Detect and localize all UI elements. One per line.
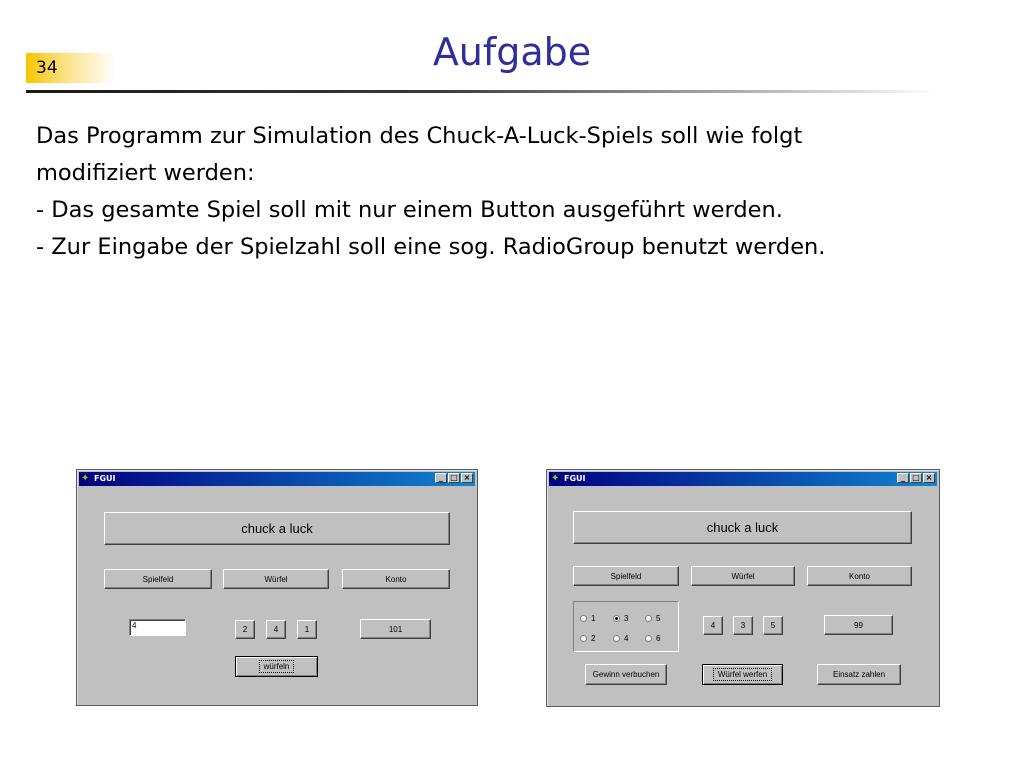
title-divider [26, 90, 940, 93]
app-icon: ✦ [81, 473, 90, 484]
app-icon: ✦ [551, 473, 560, 484]
konto-label: Konto [807, 566, 912, 586]
einsatz-zahlen-button[interactable]: Einsatz zahlen [817, 664, 901, 685]
close-button[interactable]: × [461, 473, 473, 483]
slide-title: Aufgabe [432, 30, 592, 74]
die-3: 1 [297, 620, 317, 639]
spielzahl-input[interactable]: 4 [129, 619, 186, 636]
spielfeld-label: Spielfeld [573, 566, 679, 586]
wuerfel-label: Würfel [691, 566, 795, 586]
fgui-window-left [76, 469, 478, 706]
konto-value: 101 [360, 619, 431, 639]
die-2: 4 [266, 620, 286, 639]
body-line: - Zur Eingabe der Spielzahl soll eine sog. RadioGroup benutzt werden. [36, 234, 826, 260]
window-titlebar[interactable] [79, 472, 475, 486]
heading-panel: chuck a luck [104, 512, 450, 545]
body-line: Das Programm zur Simulation des Chuck-A-Luck-Spiels soll wie folgt [36, 123, 803, 149]
page-number: 34 [36, 58, 58, 78]
wuerfel-werfen-button[interactable]: Würfel werfen [702, 664, 783, 685]
spielfeld-label: Spielfeld [104, 569, 212, 589]
minimize-button[interactable]: _ [897, 473, 909, 483]
heading-panel: chuck a luck [573, 511, 912, 544]
radio-circle [613, 635, 620, 642]
maximize-button[interactable]: □ [448, 473, 460, 483]
gewinn-verbuchen-button[interactable]: Gewinn verbuchen [585, 664, 667, 685]
wuerfeln-button[interactable]: würfeln [235, 656, 318, 677]
radio-option-3[interactable]: 3 [613, 614, 628, 623]
radio-circle [580, 615, 587, 622]
die-3: 5 [763, 616, 783, 635]
body-line: - Das gesamte Spiel soll mit nur einem Button ausgeführt werden. [36, 197, 783, 223]
fgui-window-right [546, 469, 940, 707]
close-button[interactable]: × [923, 473, 935, 483]
wuerfel-label: Würfel [223, 569, 329, 589]
window-titlebar[interactable] [549, 472, 937, 486]
radio-circle [645, 635, 652, 642]
die-1: 4 [703, 616, 723, 635]
radio-option-2[interactable]: 2 [580, 634, 595, 643]
window-title: FGUI [94, 474, 116, 483]
radio-option-5[interactable]: 5 [645, 614, 660, 623]
konto-value: 99 [824, 615, 893, 635]
slide-body [36, 118, 976, 266]
radio-option-1[interactable]: 1 [580, 614, 595, 623]
radio-option-4[interactable]: 4 [613, 634, 628, 643]
die-1: 2 [235, 620, 255, 639]
konto-label: Konto [342, 569, 450, 589]
radio-circle [580, 635, 587, 642]
body-line: modifiziert werden: [36, 160, 255, 186]
radio-circle [645, 615, 652, 622]
radio-option-6[interactable]: 6 [645, 634, 660, 643]
spielzahl-radiogroup [573, 601, 679, 652]
die-2: 3 [733, 616, 753, 635]
minimize-button[interactable]: _ [435, 473, 447, 483]
maximize-button[interactable]: □ [910, 473, 922, 483]
radio-circle-selected [613, 615, 620, 622]
window-title: FGUI [564, 474, 586, 483]
